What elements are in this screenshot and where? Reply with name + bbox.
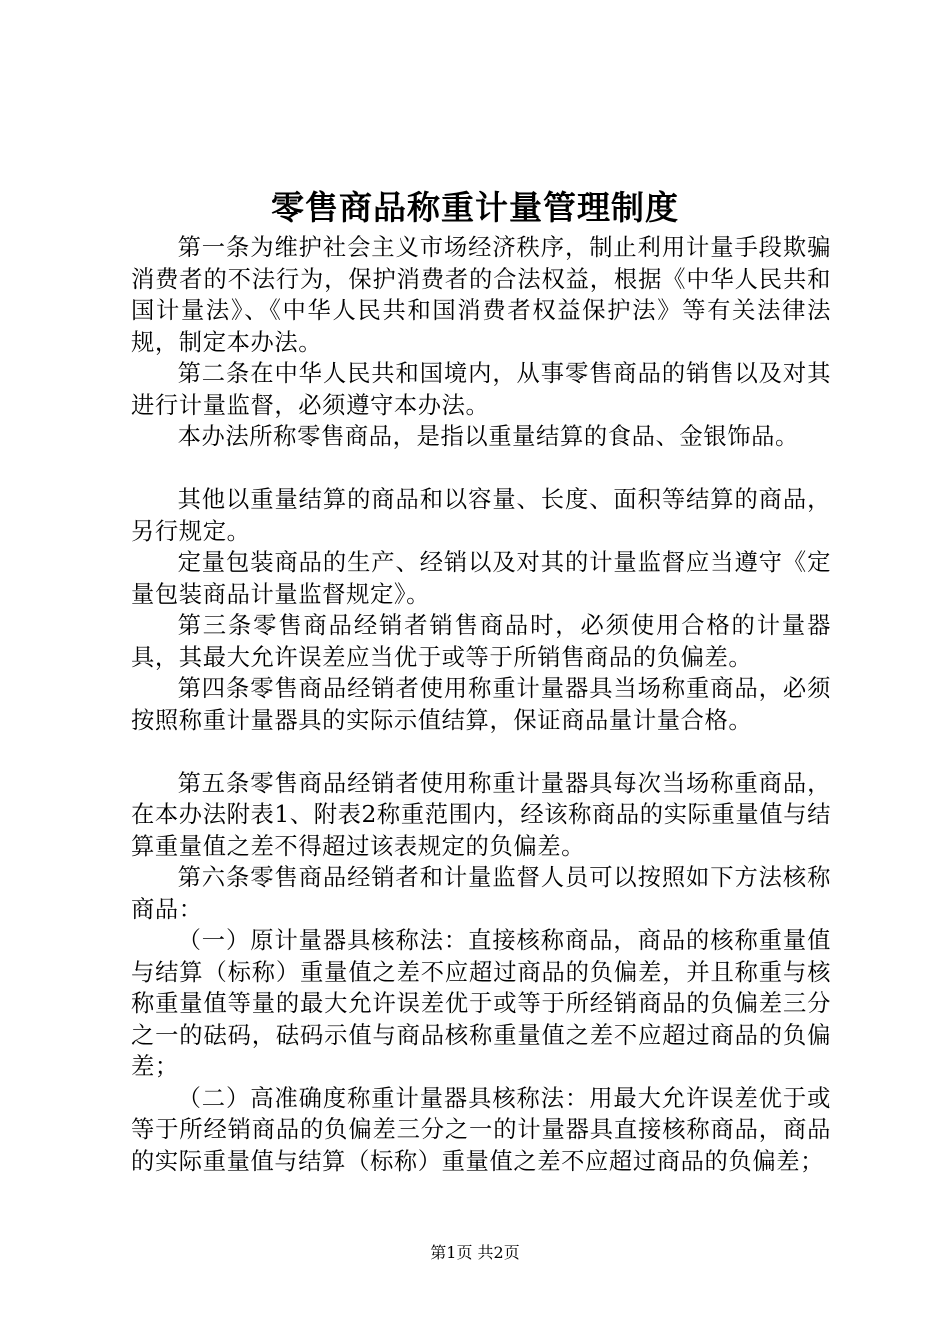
paragraph-definition: 本办法所称零售商品，是指以重量结算的食品、金银饰品。 — [177, 423, 799, 450]
document-body — [131, 232, 831, 1177]
document-title: 零售商品称重计量管理制度 — [271, 188, 679, 227]
page-number-footer: 第1页 共2页 — [430, 1243, 520, 1262]
paragraph-packaged-goods: 定量包装商品的生产、经销以及对其的计量监督应当遵守《定量包装商品计量监督规定》。 — [131, 549, 831, 608]
paragraph-article-5: 第五条零售商品经销者使用称重计量器具每次当场称重商品，在本办法附表1、附表2称重范围内，经该称商品的实际重量值与结算重量值之差不得超过该表规定的负偏差。 — [131, 769, 831, 860]
paragraph-article-2: 第二条在中华人民共和国境内，从事零售商品的销售以及对其进行计量监督，必须遵守本办法。 — [131, 360, 831, 419]
paragraph-method-1: （一）原计量器具核称法：直接核称商品，商品的核称重量值与结算（标称）重量值之差不应超过商品的负偏差，并且称重与核称重量值等量的最大允许误差优于或等于所经销商品的负偏差三分之一的砝码，砝码示值与商品核称重量值之差不应超过商品的负偏差； — [131, 927, 831, 1080]
paragraph-article-3: 第三条零售商品经销者销售商品时，必须使用合格的计量器具，其最大允许误差应当优于或等于所销售商品的负偏差。 — [131, 612, 831, 671]
paragraph-gap — [131, 736, 831, 768]
paragraph-method-2: （二）高准确度称重计量器具核称法：用最大允许误差优于或等于所经销商品的负偏差三分之一的计量器具直接核称商品，商品的实际重量值与结算（标称）重量值之差不应超过商品的负偏差； — [131, 1084, 831, 1175]
paragraph-gap — [131, 453, 831, 485]
paragraph-other-goods: 其他以重量结算的商品和以容量、长度、面积等结算的商品，另行规定。 — [131, 486, 831, 545]
paragraph-article-1: 第一条为维护社会主义市场经济秩序，制止利用计量手段欺骗消费者的不法行为，保护消费者的合法权益，根据《中华人民共和国计量法》、《中华人民共和国消费者权益保护法》等有关法律法规，制定本办法。 — [131, 234, 831, 356]
paragraph-article-6: 第六条零售商品经销者和计量监督人员可以按照如下方法核称商品： — [131, 864, 831, 923]
paragraph-article-4: 第四条零售商品经销者使用称重计量器具当场称重商品，必须按照称重计量器具的实际示值结算，保证商品量计量合格。 — [131, 675, 831, 734]
